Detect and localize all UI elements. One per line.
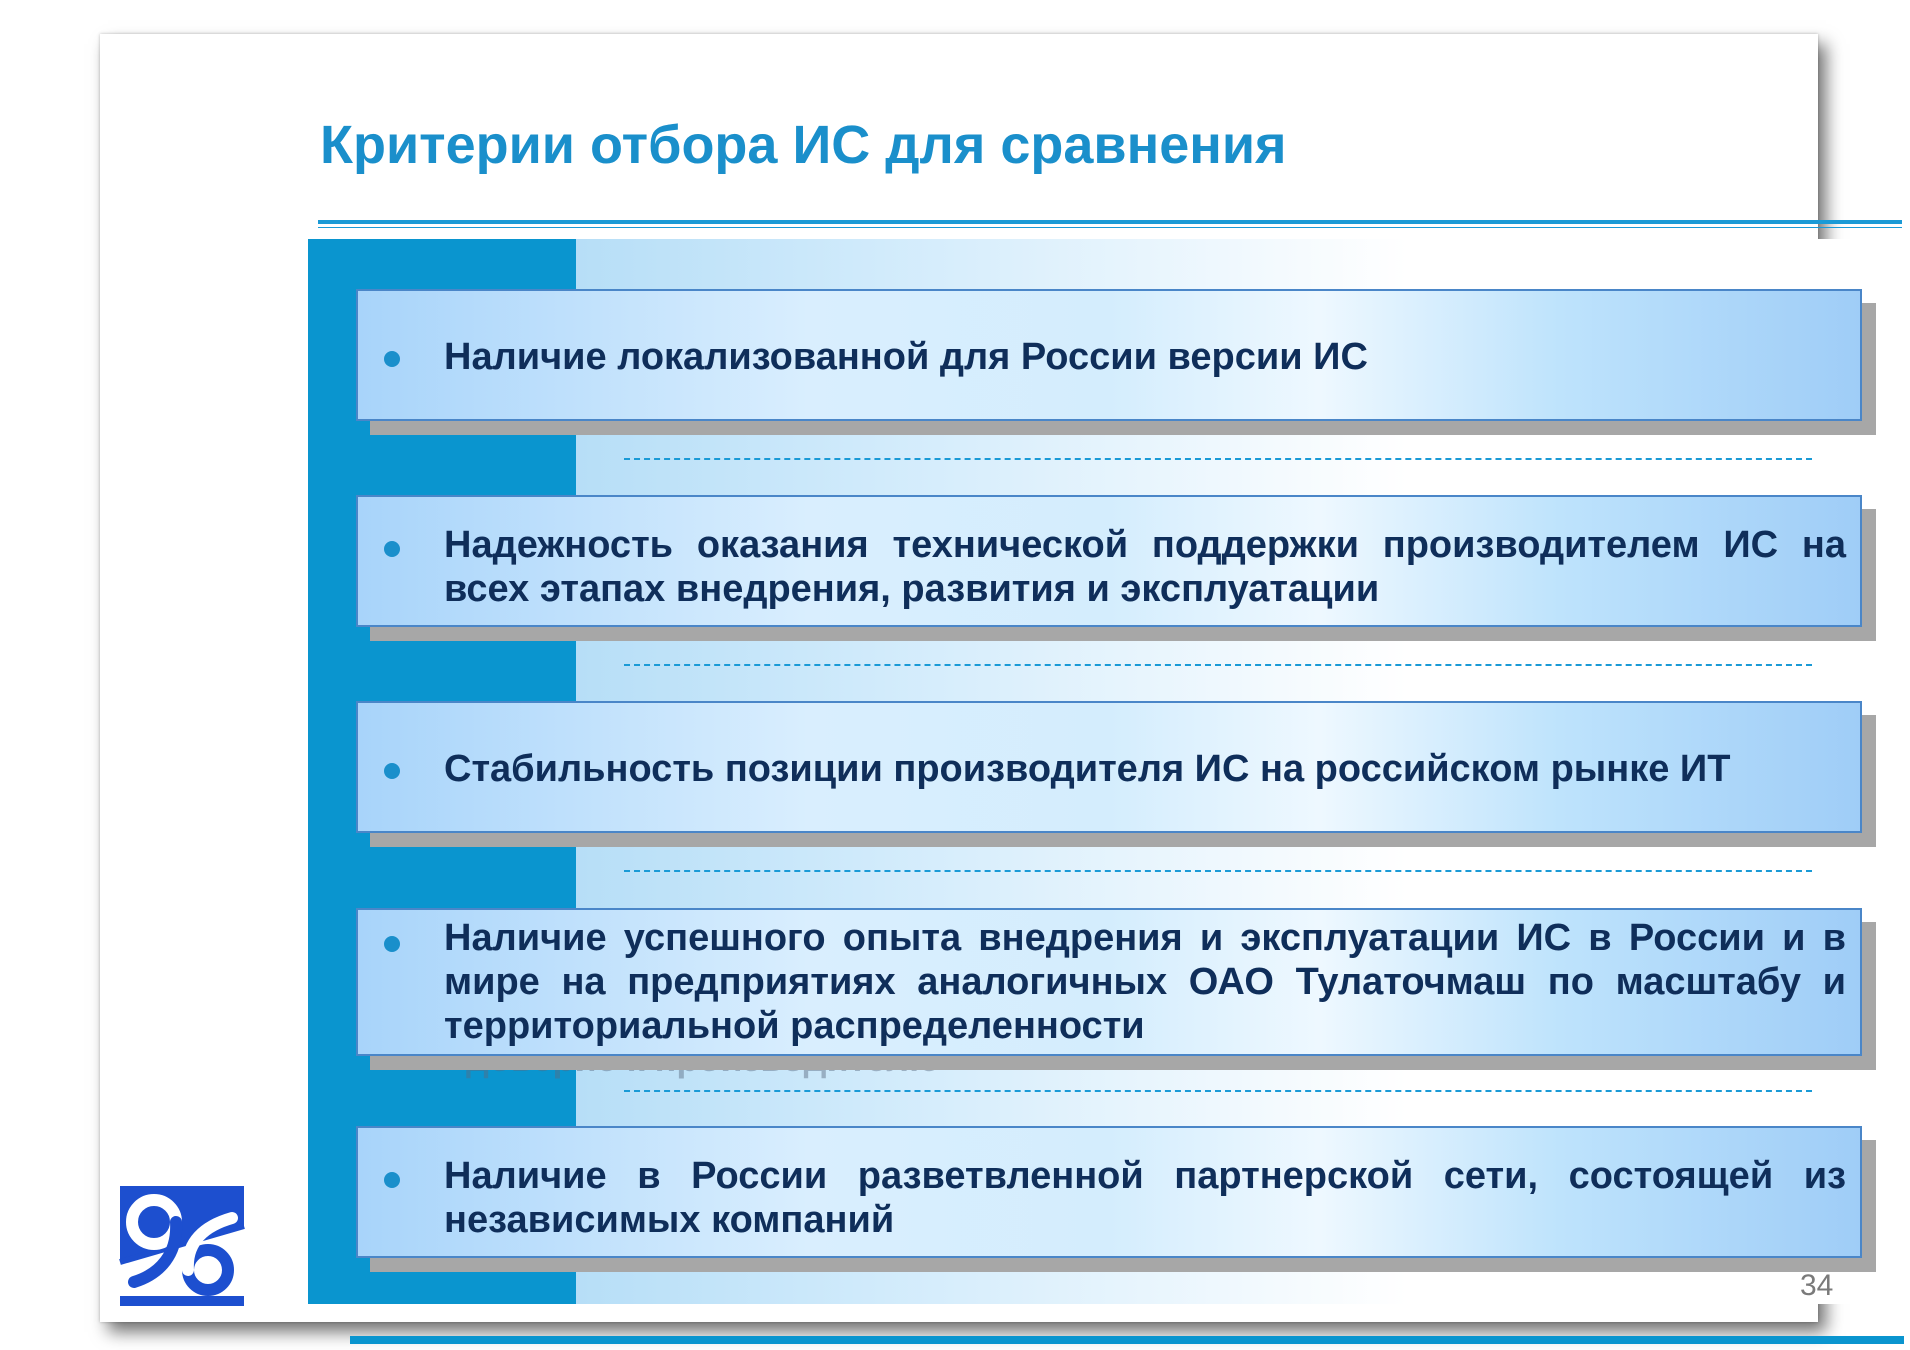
page-number: 34 <box>1800 1269 1834 1302</box>
criterion-card-3 <box>356 701 1862 833</box>
title-divider-thin <box>318 227 1902 228</box>
criterion-card-2 <box>356 495 1862 627</box>
separator-dashed <box>624 1090 1812 1092</box>
criterion-text: Стабильность позиции производителя ИС на российском рынке ИТ <box>444 748 1731 790</box>
title-divider <box>318 220 1902 224</box>
company-logo-icon <box>116 1182 248 1310</box>
criterion-text: Наличие локализованной для России версии ИС <box>444 336 1368 378</box>
separator-dashed <box>624 458 1812 460</box>
criterion-text: Наличие в России разветвленной партнерской сети, состоящей из независимых компаний <box>444 1155 1846 1241</box>
criterion-card-5 <box>356 1126 1862 1258</box>
separator-dashed <box>624 870 1812 872</box>
footer-divider <box>350 1336 1904 1344</box>
bullet-dot-icon <box>384 351 400 367</box>
criterion-card-1 <box>356 289 1862 421</box>
slide <box>100 34 1846 1322</box>
bullet-dot-icon <box>384 763 400 779</box>
separator-dashed <box>624 664 1812 666</box>
criterion-text: Надежность оказания технической поддержки производителем ИС на всех этапах внедрения, развития и эксплуатации <box>444 524 1846 610</box>
bullet-dot-icon <box>384 936 400 952</box>
slide-title: Критерии отбора ИС для сравнения <box>320 115 1287 175</box>
criterion-text: Наличие успешного опыта внедрения и эксплуатации ИС в России и в мире на предприятиях аналогичных ОАО Тулаточмаш по масштабу и территориальной распределенности <box>444 917 1846 1047</box>
bullet-dot-icon <box>384 541 400 557</box>
criterion-card-4 <box>356 908 1862 1056</box>
bullet-dot-icon <box>384 1172 400 1188</box>
